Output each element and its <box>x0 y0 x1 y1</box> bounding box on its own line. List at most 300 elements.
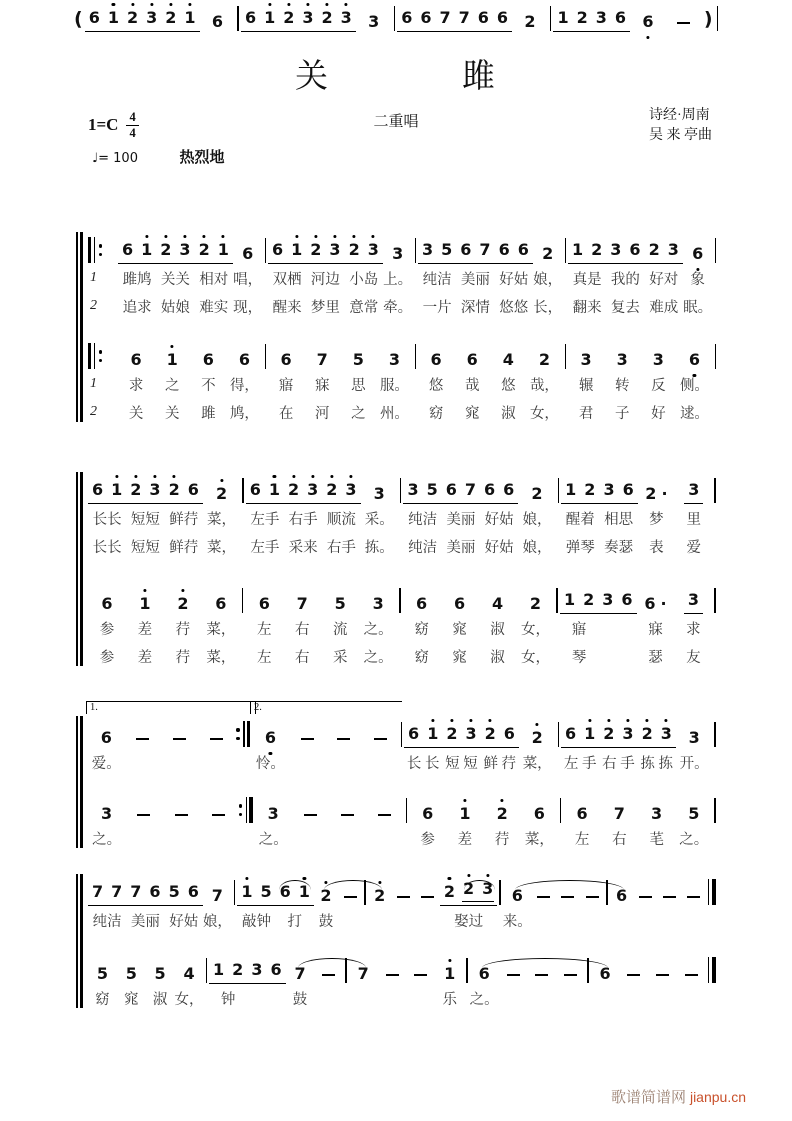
beam-group <box>237 883 275 906</box>
note-cell <box>511 874 524 906</box>
lyric-syllable: 里 <box>686 511 702 528</box>
note-digit: 2 <box>165 8 177 27</box>
note-cell <box>685 952 698 984</box>
lyric-syllable: 唱， <box>233 271 263 288</box>
note-cell <box>561 874 574 906</box>
note-digit: 1 <box>213 960 225 979</box>
duration-dash <box>414 974 427 976</box>
system-brace <box>76 874 84 1008</box>
lyric-syllable: 牵。 <box>383 299 413 316</box>
note-cell <box>606 874 608 906</box>
note-cell <box>688 338 701 370</box>
staff-row <box>72 0 720 32</box>
note-cell <box>176 582 189 614</box>
lyric-syllable: 不 <box>201 377 216 394</box>
note-digit: 6 <box>622 480 634 499</box>
note-cell <box>247 952 285 984</box>
note-cell <box>401 716 403 748</box>
note-digit: 3 <box>652 350 664 369</box>
note-digit: 6 <box>533 804 545 823</box>
beam-group <box>118 241 156 264</box>
note-digit: 5 <box>441 240 453 259</box>
note-digit: 3 <box>329 240 341 259</box>
note-digit: 5 <box>426 480 438 499</box>
note-cell <box>88 338 102 370</box>
note-cell <box>453 582 466 614</box>
beam-unit <box>440 874 497 934</box>
system-4 <box>88 874 718 1012</box>
note-unit <box>321 582 359 670</box>
lyric-syllable: 醒着 <box>565 511 595 528</box>
note-digit: 2 <box>603 724 615 743</box>
lyric-syllable: 左 手 <box>563 755 597 772</box>
credits <box>649 106 712 147</box>
lyric-syllable: 鼓 <box>292 991 308 1008</box>
note-unit <box>490 338 526 426</box>
note-digit: 3 <box>101 804 113 823</box>
note-digit: 6 <box>270 960 282 979</box>
lyric-syllable: 鲜荇 <box>169 511 199 528</box>
note-cell <box>195 232 233 264</box>
beam-group <box>276 883 314 906</box>
note-cell <box>560 792 562 824</box>
note-digit: 3 <box>392 244 404 263</box>
note-digit: 6 <box>484 480 496 499</box>
lyric-syllable: 之。 <box>363 649 393 666</box>
note-cell <box>568 232 606 264</box>
lyric-syllable: 小岛 <box>349 271 379 288</box>
barline <box>466 958 468 983</box>
note-cell <box>481 716 519 748</box>
lyric-syllable: 服。 <box>379 377 409 394</box>
volta-label: 2. <box>254 702 262 713</box>
barline <box>415 344 417 369</box>
note-digit: 2 <box>524 12 536 31</box>
note-digit: 2 · <box>645 484 668 503</box>
note-digit: 6 <box>211 12 224 31</box>
dash-unit <box>161 716 198 776</box>
note-digit: 6 <box>498 240 510 259</box>
volta-label: 1. <box>90 702 98 713</box>
note-cell <box>627 952 640 984</box>
note-cell <box>374 716 387 748</box>
lyric-syllable: 右 <box>294 649 310 666</box>
note-cell <box>533 792 546 824</box>
note-cell <box>613 792 626 824</box>
note-cell <box>279 0 317 32</box>
barline <box>565 344 567 369</box>
lyric-syllable: 窕 <box>452 649 467 666</box>
lyric-syllable: 现， <box>233 299 263 316</box>
lyric-syllable: 荇 <box>175 649 191 666</box>
lyric-syllable: 美丽 <box>446 539 476 556</box>
note-cell <box>357 952 370 984</box>
dash-unit <box>406 952 435 1012</box>
note-digit: 6 <box>503 724 515 743</box>
duration-dash <box>173 738 186 740</box>
note-digit: 7 <box>357 964 369 983</box>
subtitle: 二重唱 <box>373 114 419 130</box>
note-cell <box>367 0 380 32</box>
note-cell <box>717 0 719 32</box>
note-digit: 6 <box>511 886 523 905</box>
lyric-syllable: 之。 <box>363 621 393 638</box>
beam-unit <box>279 0 317 32</box>
note-digit: 1 <box>565 480 577 499</box>
note-cell <box>714 472 716 504</box>
beam-unit <box>592 0 630 32</box>
beam-unit <box>638 716 676 776</box>
note-unit <box>203 874 232 934</box>
note-cell <box>466 952 468 984</box>
beam-group <box>322 481 360 504</box>
beam-group <box>247 961 285 984</box>
note-cell <box>85 0 123 32</box>
beam-unit <box>598 582 636 670</box>
note-digit: 2 <box>321 8 333 27</box>
dash-unit <box>416 874 440 934</box>
note-cell <box>378 792 391 824</box>
note-cell <box>215 472 228 504</box>
note-digit: 2 <box>310 240 322 259</box>
note-cell <box>495 232 533 264</box>
lyric-syllable: 雎鸠 <box>122 271 152 288</box>
note-digit: 3 <box>407 480 419 499</box>
barline <box>206 958 208 983</box>
note-digit: 6 <box>422 804 434 823</box>
note-digit: 6 <box>88 8 100 27</box>
beam-group <box>442 481 480 504</box>
beam-unit <box>123 0 161 32</box>
note-unit <box>676 716 713 776</box>
note-digit: 3 <box>422 240 434 259</box>
note-cell <box>400 472 402 504</box>
note-cell <box>715 338 717 370</box>
beam-unit <box>495 232 533 320</box>
note-cell <box>687 874 700 906</box>
note-cell <box>714 792 716 824</box>
note-cell <box>599 472 637 504</box>
note-digit: 1 <box>141 240 153 259</box>
duration-dash <box>301 738 314 740</box>
note-cell <box>319 874 332 906</box>
note-cell <box>650 792 663 824</box>
lyric-syllable: 一片 <box>422 299 452 316</box>
note-cell <box>364 874 366 906</box>
lyric-syllable: 左手 <box>250 511 280 528</box>
note-digit: 6 <box>517 240 529 259</box>
note-digit: 6 <box>616 886 628 905</box>
lyric-syllable: 上。 <box>383 271 413 288</box>
note-unit <box>200 0 236 32</box>
note-cell <box>237 0 239 32</box>
note-digit: 6 <box>408 724 420 743</box>
note-digit: 5 <box>96 964 108 983</box>
note-cell <box>175 792 188 824</box>
meta-row <box>0 104 792 148</box>
beam-group <box>165 481 203 504</box>
beam-unit <box>247 952 285 1012</box>
note-digit: 3 <box>610 240 622 259</box>
note-cell <box>456 232 494 264</box>
lyric-syllable: 采 <box>332 649 348 666</box>
lyric-syllable: 美丽 <box>130 913 160 930</box>
note-digit: 5 <box>334 594 346 613</box>
beam-unit <box>237 874 275 934</box>
lyric-syllable: 真是 <box>572 271 602 288</box>
volta-ending <box>250 701 402 714</box>
note-unit <box>88 582 126 670</box>
note-cell <box>156 232 194 264</box>
note-digit: 6 <box>249 480 261 499</box>
note-digit: 2 <box>538 350 550 369</box>
note-cell <box>615 874 628 906</box>
lyric-syllable: 梦里 <box>310 299 340 316</box>
duration-dash <box>397 896 410 898</box>
lyric-syllable: 悠 <box>428 377 444 394</box>
note-cell <box>318 0 356 32</box>
note-digit: 6 <box>420 8 432 27</box>
lyric-syllable: 娘， <box>522 539 552 556</box>
note-cell <box>279 338 292 370</box>
beam-group <box>88 883 126 906</box>
beam-unit <box>88 874 126 934</box>
note-cell <box>440 874 497 906</box>
note-cell <box>345 232 383 264</box>
duration-dash <box>586 896 599 898</box>
note-cell <box>415 338 417 370</box>
barline-unit <box>712 472 718 560</box>
beam-group <box>268 241 306 264</box>
note-digit: 2 <box>160 240 172 259</box>
duration-dash <box>561 896 574 898</box>
note-digit: 5 <box>352 350 364 369</box>
dash-unit <box>314 952 343 1012</box>
note-digit: 3 <box>251 960 263 979</box>
note-digit: 2 <box>326 480 338 499</box>
note-unit <box>175 952 204 1012</box>
note-cell <box>341 792 354 824</box>
note-digit: 3 <box>688 480 700 499</box>
lyric-syllable: 好对 <box>649 271 679 288</box>
note-cell <box>237 874 275 906</box>
note-unit <box>403 582 441 670</box>
note-digit: 1 <box>166 350 178 369</box>
note-unit <box>376 338 412 426</box>
beam-group <box>318 9 356 32</box>
note-digit: 3 <box>149 480 161 499</box>
note-cell <box>560 582 598 614</box>
note-cell <box>688 716 701 748</box>
duration-dash <box>537 896 550 898</box>
note-digit: 1 <box>184 8 196 27</box>
note-digit: 6 <box>100 728 112 747</box>
lyric-syllable: 顺流 <box>326 511 356 528</box>
note-cell <box>480 472 518 504</box>
lyric-syllable: 窈 <box>95 991 110 1008</box>
note-cell <box>687 792 700 824</box>
note-cell <box>166 338 179 370</box>
dash-unit <box>162 792 199 852</box>
lyric-syllable: 女， <box>529 405 559 422</box>
dash-unit <box>198 716 235 776</box>
lyric-syllable: 思 <box>351 377 366 394</box>
verse-number: 1 <box>90 270 97 285</box>
note-cell <box>242 582 244 614</box>
note-cell <box>316 338 329 370</box>
staff <box>88 232 718 320</box>
lyric-syllable: 奏瑟 <box>604 539 634 556</box>
note-unit <box>568 338 604 426</box>
beam-unit <box>209 952 247 1012</box>
lyric-syllable: 友 <box>686 649 701 666</box>
lyric-syllable: 求 <box>686 621 701 638</box>
lyric-syllable: 雎 <box>201 405 216 422</box>
note-cell <box>684 582 703 614</box>
staff <box>88 338 718 426</box>
note-digit: 3 <box>482 879 494 898</box>
beam-unit <box>165 472 203 560</box>
beam-unit <box>481 716 519 776</box>
note-cell <box>599 952 612 984</box>
note-digit: 2 <box>591 240 603 259</box>
watermark <box>611 1086 746 1107</box>
note-unit <box>441 582 479 670</box>
note-cell <box>645 232 683 264</box>
lyric-syllable: 好姑 <box>499 271 529 288</box>
system-2 <box>88 472 718 670</box>
dash-unit <box>329 792 366 852</box>
note-unit <box>526 338 562 426</box>
note-cell <box>403 472 441 504</box>
lyric-syllable: 哉 <box>464 377 480 394</box>
note-cell <box>344 874 357 906</box>
lyric-syllable: 象 <box>690 271 705 288</box>
lyric-syllable: 芼 <box>649 831 664 848</box>
open-paren: ( <box>74 8 83 30</box>
lyricist-credit: 诗经·周南 <box>649 108 710 123</box>
note-cell <box>182 952 195 984</box>
dash-unit <box>682 874 706 934</box>
note-cell <box>265 232 267 264</box>
note-cell <box>638 716 676 748</box>
note-unit <box>484 792 521 852</box>
note-digit: 2 <box>584 480 596 499</box>
time-numerator: 4 <box>126 110 138 126</box>
dash-unit <box>325 716 362 776</box>
note-cell <box>652 338 665 370</box>
note-cell <box>214 582 227 614</box>
barline <box>714 588 716 613</box>
beam-unit <box>118 232 156 320</box>
note-cell <box>529 582 542 614</box>
staff-row <box>88 702 718 776</box>
beam-group <box>440 880 497 906</box>
note-cell <box>202 338 215 370</box>
note-digit: 7 <box>211 886 223 905</box>
note-unit <box>518 472 555 560</box>
beam-unit <box>561 716 599 776</box>
note-cell <box>352 338 365 370</box>
lyric-syllable: 差 <box>137 621 153 638</box>
eighth-underline <box>684 591 703 614</box>
dash-unit <box>677 952 706 1012</box>
lyric-syllable: 在 <box>278 405 294 422</box>
duration-dash <box>212 814 225 816</box>
barline <box>717 6 719 31</box>
beam-group <box>209 961 247 984</box>
note-cell <box>238 338 251 370</box>
note-digit: 2 <box>446 724 458 743</box>
note-cell <box>88 874 126 906</box>
beam-group <box>606 241 644 264</box>
note-digit: 2 <box>177 594 189 613</box>
barline <box>401 722 403 747</box>
note-digit: 6 <box>130 350 142 369</box>
note-cell <box>388 338 401 370</box>
note-digit: 6 <box>453 594 466 613</box>
lyric-syllable: 淑 <box>490 621 505 638</box>
note-unit <box>356 0 392 32</box>
lyric-syllable: 转 <box>614 377 630 394</box>
tempo-row <box>92 146 225 167</box>
note-unit <box>479 582 517 670</box>
note-cell <box>165 874 203 906</box>
note-cell <box>530 472 543 504</box>
note-cell <box>236 716 250 748</box>
note-digit: 3 <box>595 8 607 27</box>
note-cell <box>264 716 277 748</box>
lyric-syllable: 差 <box>457 831 473 848</box>
note-cell <box>565 232 567 264</box>
note-cell <box>373 874 386 906</box>
beam-unit <box>418 232 456 320</box>
note-unit <box>117 952 146 1012</box>
note-cell <box>88 232 102 264</box>
note-digit: 3 <box>367 240 379 259</box>
note-cell <box>322 472 360 504</box>
beam-group <box>126 883 164 906</box>
title-char-left: 关 <box>295 59 330 95</box>
beam-unit <box>161 0 199 32</box>
duration-dash <box>421 896 434 898</box>
note-cell <box>154 952 167 984</box>
duration-dash <box>344 896 357 898</box>
dash-unit <box>289 716 326 776</box>
note-unit <box>533 232 563 320</box>
barline <box>715 344 717 369</box>
note-cell <box>606 232 644 264</box>
lyric-syllable: 右手 <box>326 539 356 556</box>
watermark-site-url: jianpu.cn <box>689 1089 746 1105</box>
note-digit: 6 <box>629 240 641 259</box>
note-cell <box>587 952 589 984</box>
barline <box>560 798 562 823</box>
beam-group <box>165 883 203 906</box>
note-unit <box>226 338 262 426</box>
duration-dash <box>378 814 391 816</box>
note-cell <box>421 792 434 824</box>
note-digit: 1 <box>563 590 576 609</box>
barline <box>587 958 589 983</box>
note-cell <box>704 0 713 32</box>
lyric-syllable: 钟 <box>220 991 236 1008</box>
lyric-syllable: 关 <box>164 405 180 422</box>
dash-unit <box>362 716 399 776</box>
beam-group <box>495 241 533 264</box>
note-unit <box>446 792 483 852</box>
beam-unit <box>456 232 494 320</box>
